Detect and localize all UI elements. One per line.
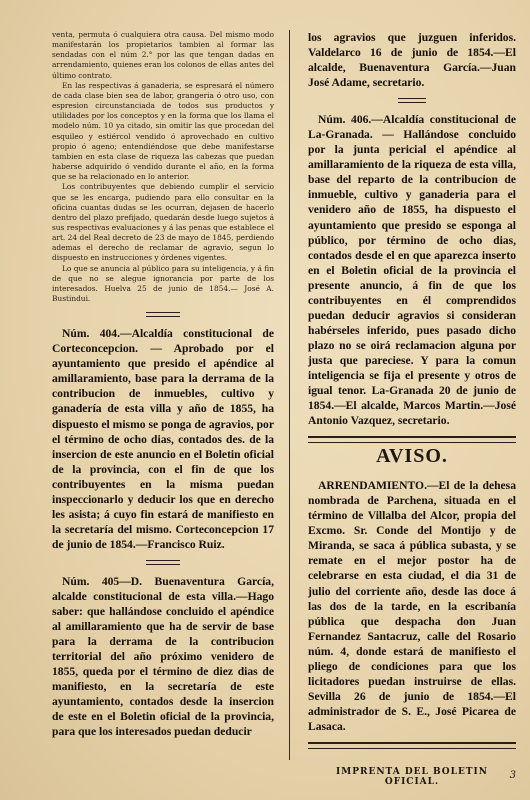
intro-paragraph: venta, permuta ó cualquiera otra causa. Del mismo modo manifestarán los propietarios tambien al formar las sendadas con el núm 2.° por las que tengan dadas en arrendamiento, quienes eran los colonos de ellas antes del último contrato.: [52, 30, 274, 80]
page-number: 3: [509, 770, 516, 781]
aviso-top-rule: [308, 436, 516, 443]
imprenta-footer: IMPRENTA DEL BOLETIN OFICIAL.: [336, 766, 488, 787]
notice-405: Núm. 405—D. Buenaventura García, alcalde constitucional de esta villa.—Hago saber: que hallándose concluido el apéndice al amillaramiento que ha de servir de base para la derrama de la contribucion territorial del año próximo venidero de 1855, queda por el término de diez dias de manifiesto, en la secretaría de este ayuntamiento, contados desde la insercion de este en el Boletin oficial de la provincia, para que los interesados puedan deducir: [52, 574, 274, 739]
right-column: [308, 30, 516, 787]
notice-405-continued: los agravios que juzguen inferidos. Valdelarco 16 de junio de 1854.—El alcalde, Buenaventura García.—Juan José Adame, secretario.: [308, 31, 516, 90]
aviso-heading: AVISO.: [376, 445, 448, 468]
notice-406: Núm. 406.—Alcaldía constitucional de La-Granada. — Hallándose concluido por la junta pericial el apéndice al amillaramiento de la riqueza de esta villa, base del reparto de la contribucion de inmueble, cultivo y ganaderia para el venidero año de 1855, ha dispuesto el ayuntamiento que presido se esponga al público, por término de ocho dias, contados desde el en que aparezca inserto en el Boletin oficial de la provincia el presente anuncio, á fin de que los contribuyentes en él comprendidos puedan deducir agravios si consideran habérseles inferido, pues pasado dicho plazo no se oirá reclamacion alguna por justa que pareciese. Y para la comun inteligencia se fija el presente y otros de igual tenor. La-Granada 20 de junio de 1854.—El alcalde, Marcos Martin.—José Antonio Vazquez, secretario.: [308, 113, 516, 428]
left-column: [52, 30, 274, 739]
intro-paragraph: Los contribuyentes que debiendo cumplir el servicio que se les encarga, pudiendo para ello consultar en la oficina cuantas dudas se les ocurran, dejasen de hacerlo dentro del plazo prefijado, quedarán desde luego sujetos á sus respectivas evaluaciones y á las penas que establece el art. 24 del Real decreto de 23 de mayo de 1845, perdiendo ademas el derecho de reclamar de agravio, segun lo dispuesto en instrucciones y órdenes vigentes.: [52, 182, 274, 263]
aviso-arrendamiento: ARRENDAMIENTO.—El de la dehesa nombrada de Parchena, situada en el término de Villalba del Alcor, propia del Excmo. Sr. Conde del Montijo y de Miranda, se saca á pública subasta, y se remate en el mejor postor ha de celebrarse en esta ciudad, el dia 31 de julio del corriente año, desde las doce á las dos de la tarde, en la escribanía pública que despacha don Juan Fernandez Santacruz, calle del Rosario núm. 4, donde estará de manifiesto el pliego de condiciones para que los licitadores puedan instruirse de ellas. Sevilla 26 de junio de 1854.—El administrador de S. E., José Picarea de Lasaca.: [308, 479, 516, 733]
section-separator: [398, 98, 426, 103]
imprenta-rule: [308, 742, 516, 749]
column-divider: [289, 30, 290, 760]
section-separator: [146, 312, 180, 317]
notice-404: Núm. 404.—Alcaldía constitucional de Corteconcepcion. — Aprobado por el ayuntamiento que presido el apéndice al amillaramiento, base para la derrama de la contribucion de inmuebles, cultivo y ganadería de esta villa y año de 1855, ha dispuesto el mismo se ponga de agravios, por el término de ocho dias, contados des. de la insercion de este anuncio en el Boletin oficial de la provincia, con el fin de que los contribuyentes en la misma puedan inspeccionarlo y deducir los que en derecho les asista; á cuyo fin estará de manifiesto en la secretaría del mismo. Corteconcepcion 17 de junio de 1854.—Francisco Ruiz.: [52, 327, 274, 551]
intro-paragraph: En las respectivas á ganaderia, se espresará el número de cada clase bien sea de labor, grangeria ó otro uso, con espresion circunstanciada de todos sus productos y utilidades por los conceptos y en la forma que los llama el modelo núm. 10 ya citado, sin omitir las que procedan del esquileo y estiércol vendido ó aprovechado en cultivo propio ó ageno; entendiéndose que debe manifestarse tambien en esta clase de riqueza las cabezas que puedan haberse adquirido ó vendido durante el año, en la forma que se ha relacionado en lo anterior.: [52, 80, 274, 182]
intro-paragraph: Lo que se anuncia al público para su inteligencia, y á fin de que no se alegue ignorancia por parte de los interesados. Huelva 25 de junio de 1854.— José A. Bustindui.: [52, 263, 274, 304]
section-separator: [146, 560, 180, 565]
